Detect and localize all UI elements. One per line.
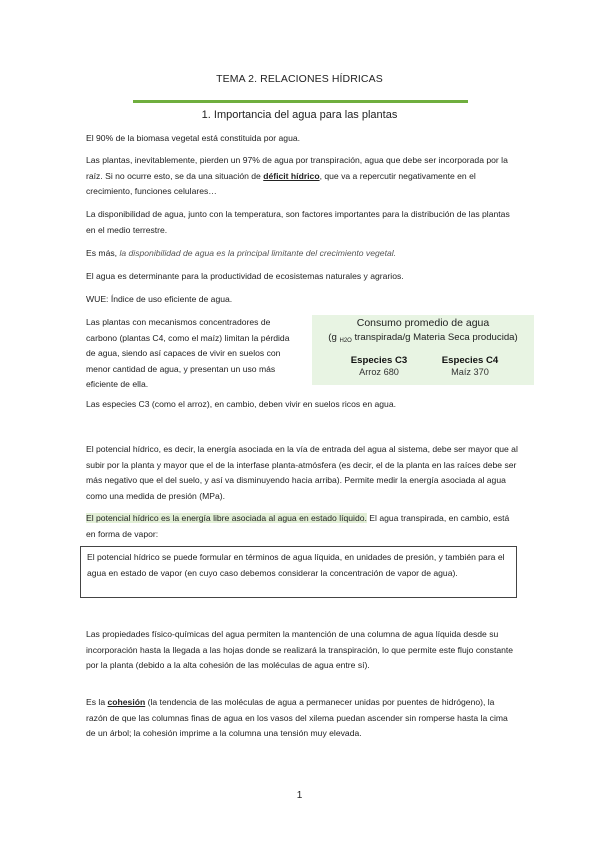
- paragraph-transpiration-text-c: , que va a repercutir negativamente en el crecimiento, funciones celulares…: [86, 170, 476, 197]
- c3-value: Arroz 680: [359, 367, 399, 377]
- paragraph-free-energy: [86, 511, 518, 542]
- paragraph-c4-plants: Las plantas con mecanismos concentradores de carbono (plantas C4, como el maíz) limitan la pérdida de agua, siendo así capaces de vivir en suelos con menor cantidad de agua, y presentan un uso más eficiente de ella.: [86, 317, 290, 390]
- c3-heading: Especies C3: [350, 355, 408, 366]
- title-divider: [133, 100, 468, 103]
- figure-subtitle-subscript: H2O: [339, 338, 352, 344]
- figure-title: Consumo promedio de agua: [356, 317, 490, 329]
- figure-subtitle: [312, 332, 534, 344]
- paragraph-water-potential: El potencial hídrico, es decir, la energía asociada en la vía de entrada del agua al sistema, debe ser mayor que al subir por la planta y mayor que el de la interfase planta-atmósfera (es decir, el de la planta en las raíces debe ser más negativo que el del suelo, y así va disminuyendo hacia arriba). Permite medir la energía asociada al agua como una medida de presión (MPa).: [86, 444, 518, 501]
- paragraph-limitant: [86, 246, 518, 262]
- paragraph-cohesion: [86, 695, 518, 742]
- paragraph-properties: Las propiedades físico-químicas del agua permiten la mantención de una columna de agua líquida desde su incorporación hasta la llegada a las hojas donde se realizará la transpiración, lo que permite este flujo constante por la planta (debido a la alta cohesión de las moléculas de agua entre sí).: [86, 629, 514, 671]
- paragraph-free-energy-text: El agua transpirada, en cambio, está en forma de vapor:: [86, 513, 510, 539]
- paragraph-cohesion-text-c: (la tendencia de las moléculas de agua a permanecer unidas por puentes de hidrógeno), la razón de que las columnas finas de agua en los vasos del xilema puedan ascender sin romperse hasta la cima de un árbol; la cohesión imprime a la columna una tensión muy elevada.: [86, 697, 508, 739]
- figure-subtitle-a: (g: [328, 332, 340, 343]
- cohesion-term: cohesión: [107, 697, 146, 707]
- page-title: TEMA 2. RELACIONES HÍDRICAS: [216, 73, 383, 85]
- water-consumption-figure: [312, 315, 534, 385]
- section-heading: 1. Importancia del agua para las plantas: [201, 109, 398, 121]
- deficit-term: déficit hídrico: [263, 170, 320, 181]
- c4-column: [425, 355, 515, 377]
- paragraph-availability: La disponibilidad de agua, junto con la temperatura, son factores importantes para la distribución de las plantas en el medio terrestre.: [86, 209, 510, 235]
- page-number: 1: [296, 790, 303, 801]
- paragraph-biomass: El 90% de la biomasa vegetal está constituida por agua.: [86, 133, 301, 143]
- figure-subtitle-b: transpirada/g Materia Seca producida): [351, 332, 518, 343]
- paragraph-wue: WUE: Índice de uso eficiente de agua.: [86, 294, 233, 304]
- paragraph-limitant-italic: la disponibilidad de agua es la principal limitante del crecimiento vegetal.: [119, 248, 397, 258]
- paragraph-limitant-text-a: Es más,: [86, 248, 120, 258]
- paragraph-productivity: El agua es determinante para la productividad de ecosistemas naturales y agrarios.: [86, 271, 404, 281]
- paragraph-cohesion-text-a: Es la: [86, 697, 108, 707]
- paragraph-transpiration-text-a: Las plantas, inevitablemente, pierden un 97% de agua por transpiración, agua que debe ser incorporada por la raíz. Si no ocurre esto, se da una situación de: [86, 155, 508, 181]
- c4-heading: Especies C4: [441, 355, 499, 366]
- highlighted-definition: El potencial hídrico es la energía libre asociada al agua en estado líquido.: [86, 513, 367, 523]
- paragraph-c3-species: Las especies C3 (como el arroz), en cambio, deben vivir en suelos ricos en agua.: [86, 399, 397, 409]
- c3-column: [334, 355, 424, 377]
- c4-value: Maíz 370: [451, 367, 489, 377]
- paragraph-transpiration: [86, 153, 518, 200]
- bordered-note: El potencial hídrico se puede formular en términos de agua líquida, en unidades de presión, y también para el agua en estado de vapor (en cuyo caso debemos considerar la concentración de vapor de agua).: [80, 546, 517, 598]
